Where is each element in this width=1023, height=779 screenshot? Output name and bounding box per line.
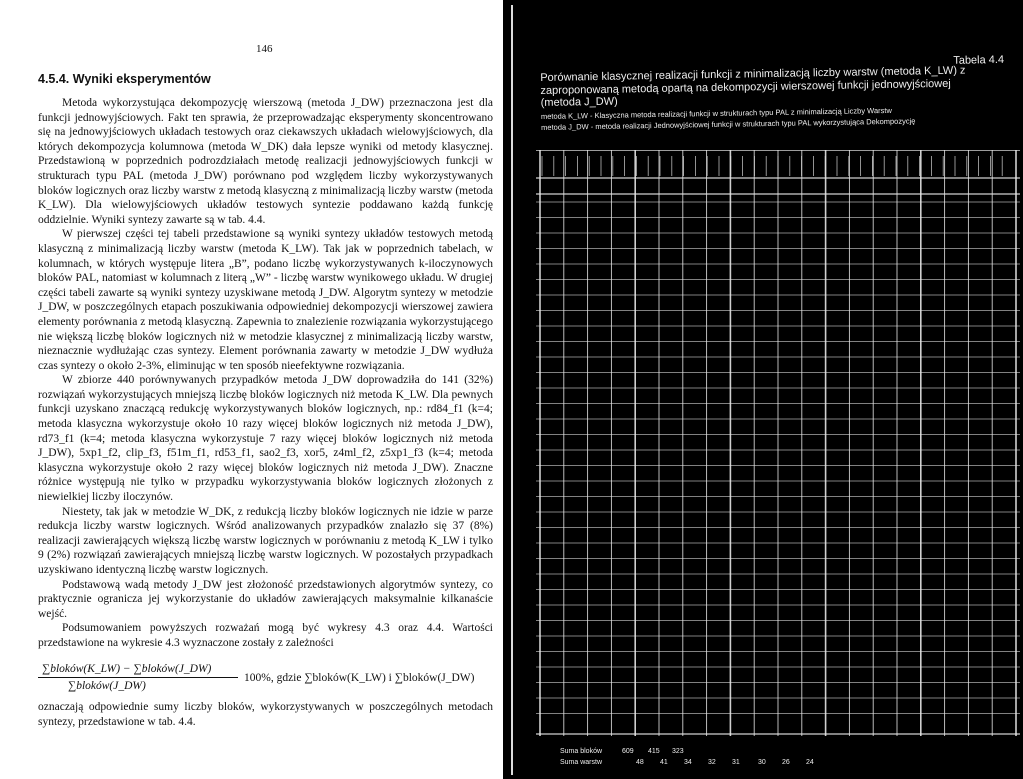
- left-page: [0, 0, 503, 779]
- table-grid-lines: [536, 150, 1020, 740]
- totals-value: 609: [622, 748, 634, 755]
- totals-value: 34: [684, 759, 692, 766]
- gutter-line: [511, 5, 513, 775]
- table-totals: [560, 748, 1010, 770]
- formula-denominator: ∑bloków(J_DW): [68, 680, 146, 692]
- section-title: 4.5.4. Wyniki eksperymentów: [38, 72, 211, 86]
- paragraph: W zbiorze 440 porównywanych przypadków metoda J_DW doprowadziła do 141 (32%) rozwiązań wykorzystujących mniejszą liczbę bloków logicznych niż metoda K_LW. Dla pewnych funkcji uzyskano znaczącą redukcję wykorzystywanych bloków logicznych, np.: rd84_f1 (k=4; metoda klasyczna wykorzystuje około 10 razy więcej bloków logicznych niż metoda J_DW), rd73_f1 (k=4; metoda klasyczna wykorzystuje 7 razy więcej bloków logicznych niż metoda J_DW), 5xp1_f2, clip_f3, f51m_f1, rd53_f1, sao2_f3, xor5, z4ml_f2, z5xp1_f3 (k=4; metoda klasyczna wykorzystuje około 2 razy więcej bloków logicznych niż metoda J_DW). Znaczne różnice występują nie tylko w przypadku wykorzystywania bloków logicznych złożonych z niewielkiej liczby iloczynów.: [38, 374, 493, 504]
- totals-blocks-label: Suma bloków: [560, 748, 603, 755]
- totals-value: 31: [732, 759, 740, 766]
- totals-value: 24: [806, 759, 814, 766]
- totals-value: 32: [708, 759, 716, 766]
- formula-suffix: 100%, gdzie ∑bloków(K_LW) i ∑bloków(J_DW): [244, 672, 475, 684]
- body-text: [38, 96, 493, 651]
- fraction-bar: [38, 677, 238, 678]
- totals-value: 30: [758, 759, 766, 766]
- totals-value: 48: [636, 759, 644, 766]
- table-note: metoda K_LW - Klasyczna metoda realizacji funkcji w strukturach typu PAL z minimalizacją Liczby Warstw: [540, 105, 892, 121]
- formula: [38, 663, 498, 703]
- paragraph: Podstawową wadą metody J_DW jest złożoność przedstawionych algorytmów syntezy, co praktycznie ogranicza jej wykorzystanie do układów zawierających maksymalnie kilkanaście wejść.: [38, 578, 493, 620]
- totals-layers-row: [560, 759, 1010, 770]
- totals-layers-label: Suma warstw: [560, 759, 603, 766]
- totals-blocks-row: [560, 748, 1010, 759]
- formula-fraction: [38, 663, 238, 692]
- paragraph: Niestety, tak jak w metodzie W_DK, z redukcją liczby bloków logicznych nie idzie w parze redukcja liczby warstw logicznych. Wśród analizowanych przypadków znalazło się 37 (8%) realizacji zawierających większą liczbę warstw logicznych w porównaniu z metodą K_LW i tylko 9 (2%) rozwiązań zawierających mniejszą liczbę warstw logicznych. W pozostałych przypadkach uzyskiwano identyczną liczbę warstw logicznych.: [38, 505, 493, 576]
- totals-value: 415: [648, 748, 660, 755]
- table-note: metoda J_DW - metoda realizacji Jednowyjściowej funkcji w strukturach typu PAL wykorzystująca Dekompozycję: [541, 116, 916, 132]
- totals-value: 26: [782, 759, 790, 766]
- table-caption: Porównanie klasycznej realizacji funkcji z minimalizacją liczby warstw (metoda K_LW) z zaproponowaną metodą opartą na dekompozycji wierszowej funkcji jednowyjściowej (metoda J_DW): [540, 64, 966, 109]
- page-number: 146: [256, 43, 273, 55]
- totals-value: 41: [660, 759, 668, 766]
- paragraph: W pierwszej części tej tabeli przedstawione są wyniki syntezy układów testowych metodą klasyczną z minimalizacją liczby warstw (metoda K_LW). Tak jak w poprzednich tabelach, w kolumnach, w których występuje litera „B”, podano liczbę wykorzystywanych k-iloczynowych bloków PAL, natomiast w kolumnach z literą „W” - liczbę warstw wynikowego układu. W drugiej części tabeli zawarte są wyniki syntezy uzyskiwane metodą J_DW. Algorytm syntezy w metodzie J_DW, w poszczególnych etapach poszukiwania odpowiedniej dekompozycji wierszowej zawiera elementy porównania z metodą klasyczną. Zapewnia to znalezienie rozwiązania wykorzystującego nie większą liczbę bloków logicznych niż w metodzie klasycznej z minimalizacją liczby warstw, nieznacznie wydłużając czas syntezy. Element porównania zawarty w metodzie J_DW wydłuża czas syntezy o około 2-3%, eliminując w ten sposób nieefektywne rozwiązania.: [38, 228, 493, 372]
- table-label: Tabela 4.4: [953, 53, 1005, 67]
- table-grid: [536, 150, 1020, 740]
- table-header: [540, 53, 1010, 132]
- paragraph: Podsumowaniem powyższych rozważań mogą być wykresy 4.3 oraz 4.4. Wartości przedstawione na wykresie 4.3 wyznaczone zostały z zależności: [38, 622, 493, 649]
- totals-value: 323: [672, 748, 684, 755]
- closing-text: oznaczają odpowiednie sumy liczby bloków, wykorzystywanych w poszczególnych metodach syntezy, przedstawione w tab. 4.4.: [38, 701, 493, 728]
- formula-numerator: ∑bloków(K_LW) − ∑bloków(J_DW): [42, 663, 212, 675]
- paragraph: Metoda wykorzystująca dekompozycję wierszową (metoda J_DW) przeznaczona jest dla funkcji jednowyjściowych. Fakt ten sprawia, że przeprowadzając eksperymenty skoncentrowano się na jednowyjściowych układach testowych oraz ciekawszych układach wielowyjściowych, dla których dekompozycja kolumnowa (metoda W_DK) dała lepsze wyniki od metody klasycznej. Przedstawioną w poprzednich podrozdziałach metodę realizacji jednowyjściowych funkcji w strukturach typu PAL (metoda J_DW) porównano pod względem liczby wykorzystywanych bloków logicznych oraz liczby warstw z metodą klasyczną z minimalizacją liczby warstw (metoda K_LW). Dla wielowyjściowych układów testowych syntezie poddawano każdą funkcję oddzielnie. Wyniki syntezy zawarte są w tab. 4.4.: [38, 97, 493, 226]
